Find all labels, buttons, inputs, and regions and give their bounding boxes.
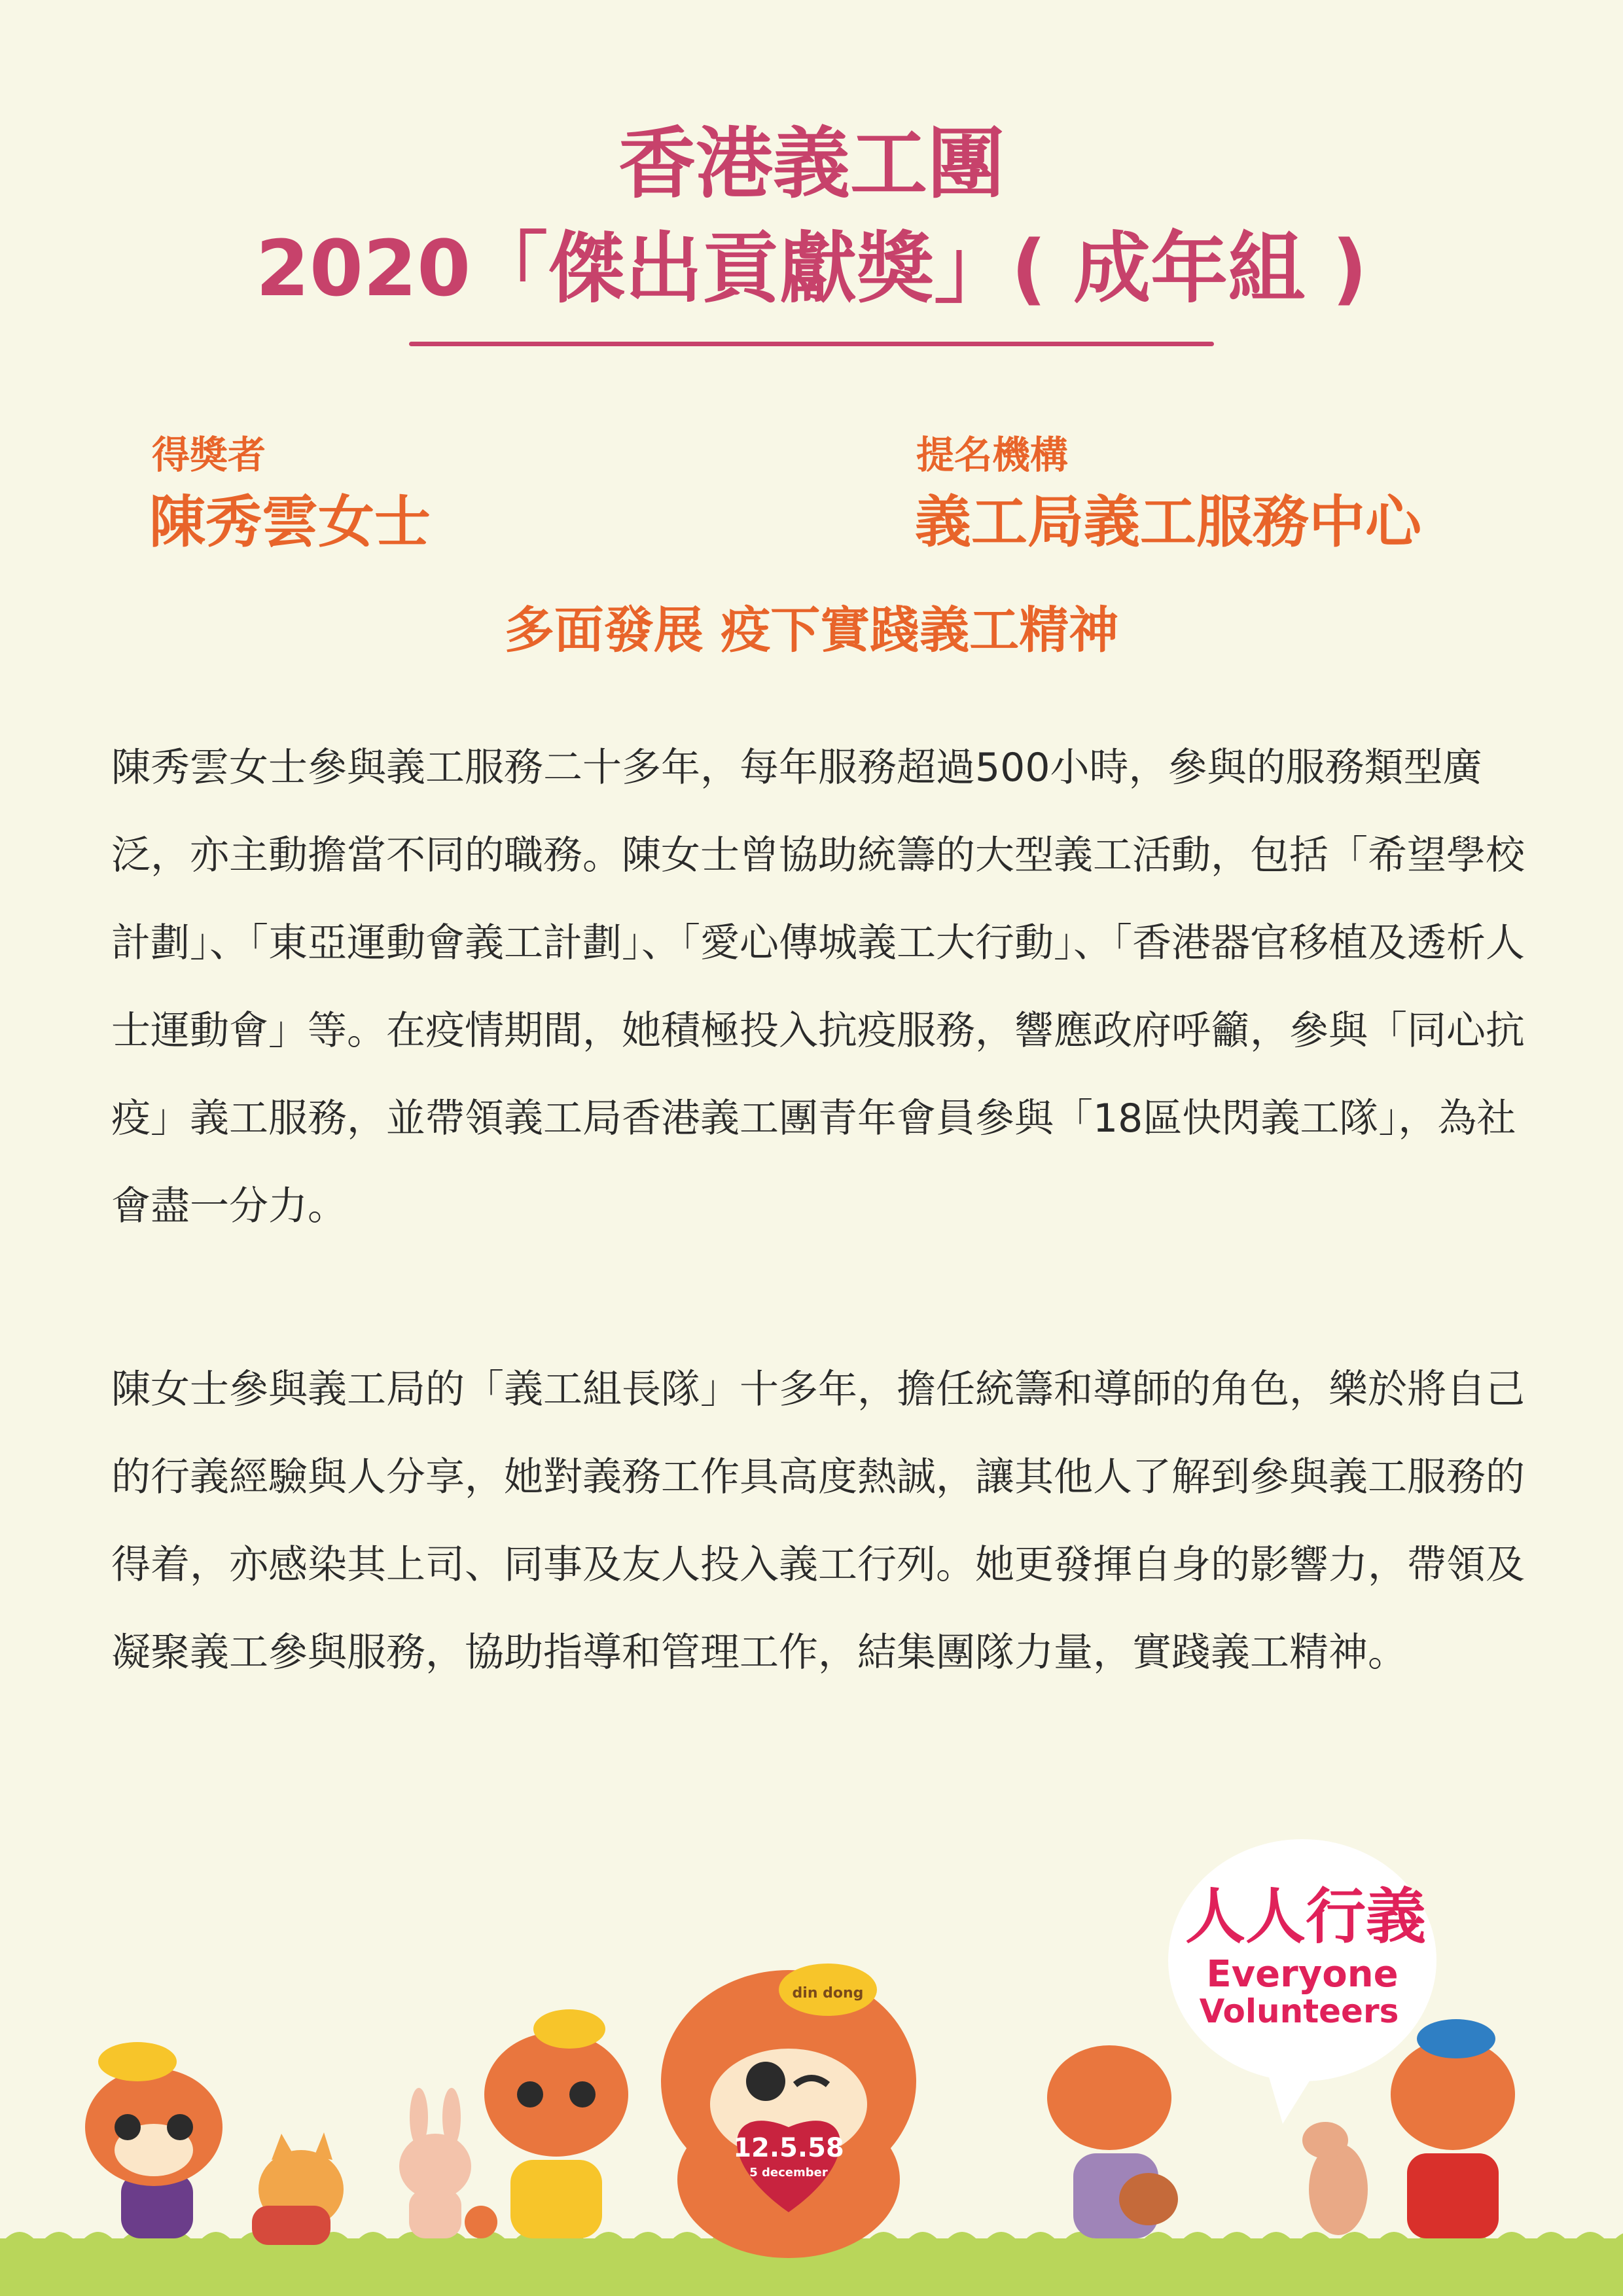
hat-label: din dong (792, 1985, 864, 2001)
heart-badge-date: 5 december (749, 2166, 828, 2179)
mascot-squirrel-flag (1047, 2045, 1178, 2238)
award-title: 2020「傑出貢獻獎」( 成年組 ) (255, 223, 1368, 314)
body-paragraph-2: 陳女士參與義工局的「義工組長隊」十多年，擔任統籌和導師的角色，樂於將自己的行義經驗與人分享，她對義務工作具高度熱誠，讓其他人了解到參與義工服務的得着，亦感染其上司、同事及友人投入義工行列。她更發揮自身的影響力，帶領及凝聚義工參與服務，協助指導和管理工作，結集團隊力量，實踐義工精神。 (111, 1367, 1525, 1676)
logo-english-line2: Volunteers (1199, 1992, 1399, 2030)
awardee-name: 陳秀雲女士 (149, 490, 431, 555)
heart-badge-number: 12.5.58 (733, 2133, 844, 2163)
mascot-squirrel-heart (661, 1964, 916, 2258)
nominator-name: 義工局義工服務中心 (915, 490, 1421, 555)
subtitle: 多面發展 疫下實踐義工精神 (504, 601, 1119, 659)
logo-english-line1: Everyone (1206, 1953, 1399, 1996)
awardee-label: 得獎者 (152, 433, 266, 477)
page-title: 香港義工團 (618, 118, 1005, 209)
mascot-squirrel-cap (85, 2042, 223, 2238)
mascot-squirrel-bluecap (1391, 2019, 1515, 2238)
mascot-rabbit (399, 2088, 497, 2238)
logo-chinese-text: 人人行義 (1185, 1882, 1427, 1952)
mascot-small-creature (1302, 2122, 1368, 2235)
nominator-label: 提名機構 (916, 433, 1069, 477)
body-paragraph-1: 陳秀雲女士參與義工服務二十多年，每年服務超過500小時，參與的服務類型廣泛，亦主動擔當不同的職務。陳女士曾協助統籌的大型義工活動，包括「希望學校計劃」、「東亞運動會義工計劃」、「愛心傳城義工大行動」、「香港器官移植及透析人士運動會」等。在疫情期間，她積極投入抗疫服務，響應政府呼籲，參與「同心抗疫」義工服務，並帶領義工局香港義工團青年會員參與「18區快閃義工隊」，為社會盡一分力。 (111, 745, 1525, 1229)
mascot-squirrel-jersey (484, 2009, 628, 2238)
mascot-dog (252, 2132, 344, 2245)
